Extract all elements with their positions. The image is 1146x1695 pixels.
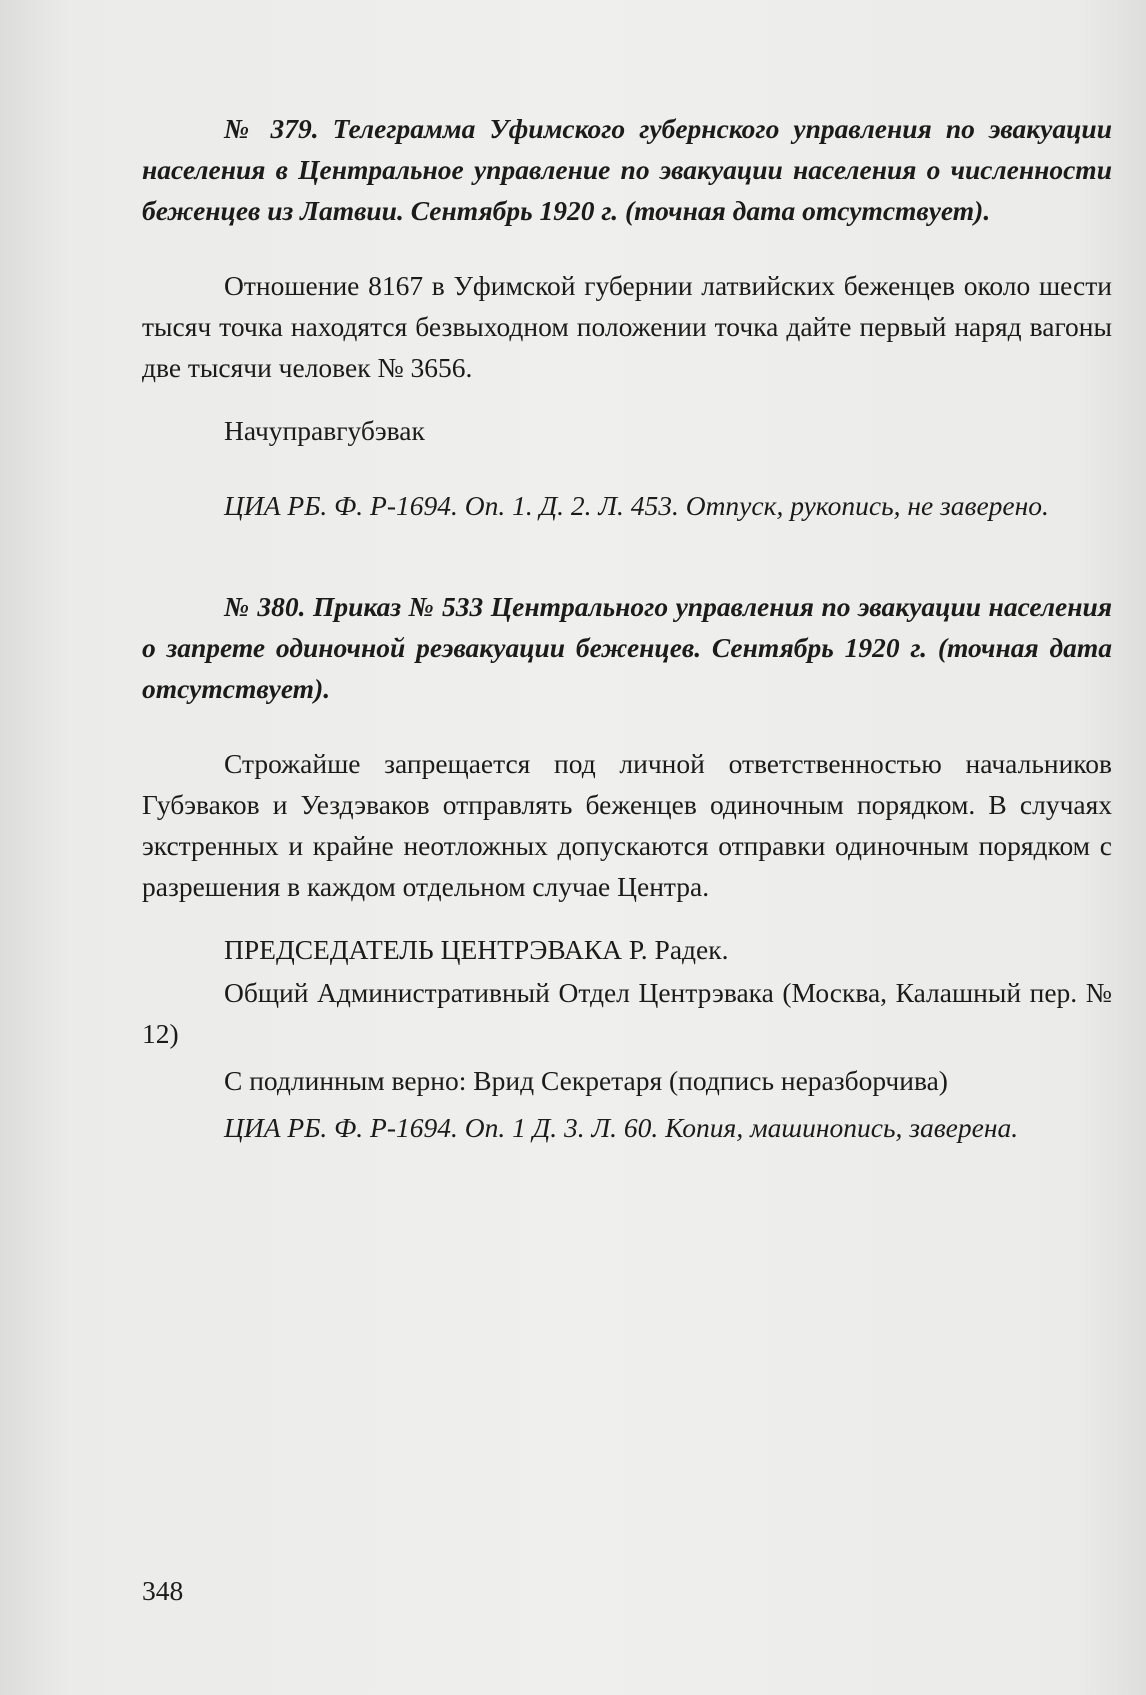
doc-379-body: Отношение 8167 в Уфимской губернии латвийских беженцев около шести тысяч точка находятся безвыходном положении точка дайте первый наряд вагоны две тысячи человек № 3656. bbox=[142, 270, 1112, 383]
page-content bbox=[142, 108, 1112, 1148]
doc-380-department: Общий Административный Отдел Центрэвака (Москва, Калашный пер. № 12) bbox=[142, 977, 1112, 1049]
doc-379-signature: Начуправгубэвак bbox=[224, 415, 425, 446]
doc-380-chairman-signature: ПРЕДСЕДАТЕЛЬ ЦЕНТРЭВАКА Р. Радек. bbox=[224, 934, 729, 965]
doc-380-source: ЦИА РБ. Ф. Р-1694. Оп. 1 Д. 3. Л. 60. Копия, машинопись, заверена. bbox=[224, 1112, 1019, 1143]
doc-380-heading: № 380. Приказ № 533 Центрального управления по эвакуации населения о запрете одиночной реэвакуации беженцев. Сентябрь 1920 г. (точная дата отсутствует). bbox=[142, 591, 1112, 704]
doc-379-source: ЦИА РБ. Ф. Р-1694. Оп. 1. Д. 2. Л. 453. Отпуск, рукопись, не заверено. bbox=[224, 490, 1049, 521]
doc-379-heading: № 379. Телеграмма Уфимского губернского управления по эвакуации населения в Центральное управление по эвакуации населения о численности беженцев из Латвии. Сентябрь 1920 г. (точная дата отсутствует). bbox=[142, 113, 1112, 226]
doc-380-body: Строжайше запрещается под личной ответственностью начальников Губэваков и Уездэваков отправлять беженцев одиночным порядком. В случаях экстренных и крайне неотложных допускаются отправки одиночным порядком с разрешения в каждом отдельном случае Центра. bbox=[142, 748, 1112, 902]
page-number: 348 bbox=[142, 1575, 184, 1606]
doc-380-certification: С подлинным верно: Врид Секретаря (подпись неразборчива) bbox=[224, 1065, 948, 1096]
